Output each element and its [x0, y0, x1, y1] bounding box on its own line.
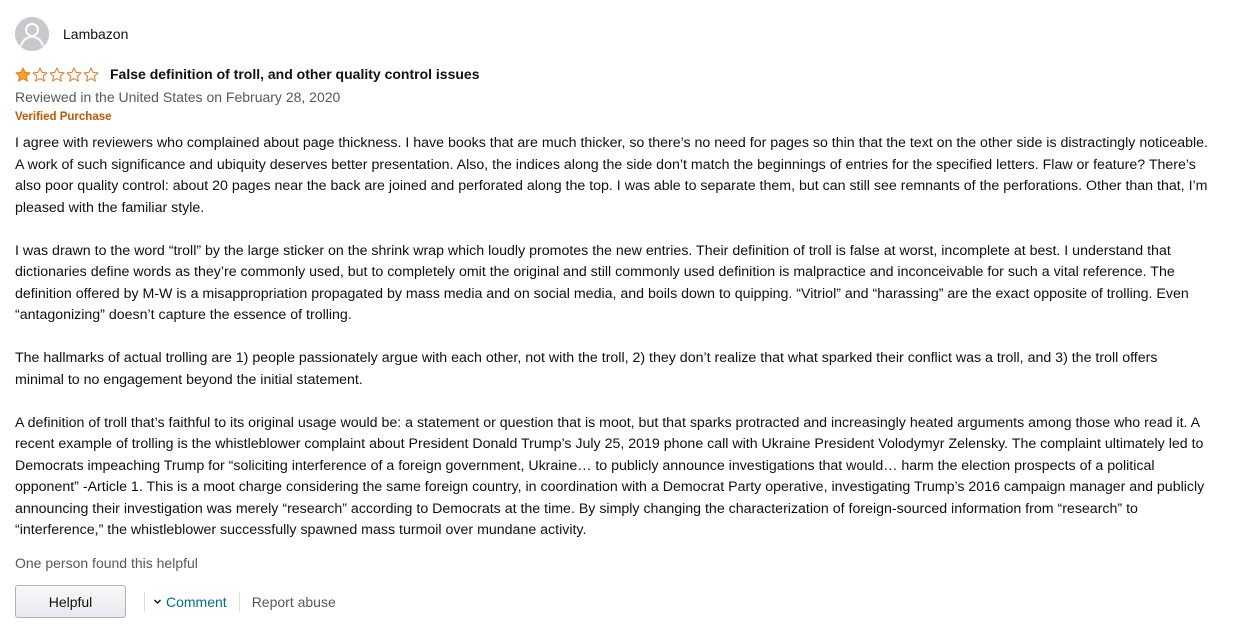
- report-abuse-link[interactable]: Report abuse: [251, 593, 336, 610]
- star-empty-icon: [83, 67, 99, 82]
- review-body: [15, 133, 1210, 542]
- action-divider: [144, 592, 145, 612]
- review-paragraph: I agree with reviewers who complained about page thickness. I have books that are much thicker, so there’s no need for pages so thin that the text on the other side is distractingly noticeable. A work of such significance and ubiquity deserves better presentation. Also, the indices along the side don’t match the beginnings of entries for the specified letters. Flaw or feature? There’s also poor quality control: about 20 pages near the back are joined and perforated along the top. I was able to separate them, but can still see remnants of the perforations. Other than that, I’m pleased with the familiar style.: [15, 135, 1208, 216]
- review-card: [15, 16, 1210, 620]
- review-paragraph: I was drawn to the word “troll” by the large sticker on the shrink wrap which loudly promotes the new entries. Their definition of troll is false at worst, incomplete at best. I understand that dictionaries define words as they’re commonly used, but to completely omit the original and still commonly used definition is malpractice and inconceivable for such a vital reference. The definition offered by M-W is a misappropriation propagated by mass media and on social media, and boils down to quipping. “Vitriol” and “harassing” are the exact opposite of trolling. Even “antagonizing” doesn’t capture the essence of trolling.: [15, 242, 1189, 323]
- verified-purchase-badge[interactable]: Verified Purchase: [15, 111, 112, 123]
- review-date: Reviewed in the United States on February 28, 2020: [15, 89, 341, 105]
- review-paragraph: A definition of troll that’s faithful to its original usage would be: a statement or question that is moot, but that sparks protracted and increasingly heated arguments among those who read it. A recent example of trolling is the whistleblower complaint about President Donald Trump’s July 25, 2019 phone call with Ukraine President Volodymyr Zelensky. The complaint ultimately led to Democrats impeaching Trump for “soliciting interference of a foreign government, Ukraine… to publicly announce investigations that would… harm the election prospects of a political opponent” -Article 1. This is a moot charge considering the same foreign country, in coordination with a Democrat Party operative, investigating Trump’s 2016 campaign manager and publicly announcing their investigation was merely “research” according to Democrats at the time. By simply changing the characterization of foreign-sourced information from “research” to “interference,” the whistleblower successfully spawned mass turmoil over mundane activity.: [15, 414, 1205, 538]
- comment-link[interactable]: [153, 594, 227, 610]
- helpful-button[interactable]: Helpful: [15, 585, 126, 618]
- helpful-count-text: One person found this helpful: [15, 554, 198, 571]
- chevron-down-icon: [153, 597, 162, 606]
- star-rating[interactable]: [15, 67, 99, 82]
- review-actions: [15, 584, 1210, 620]
- star-empty-icon: [49, 67, 65, 82]
- review-paragraph: The hallmarks of actual trolling are 1) people passionately argue with each other, not with the troll, 2) they don’t realize that what sparked their conflict was a troll, and 3) the troll offers minimal to no engagement beyond the initial statement.: [15, 350, 1158, 388]
- review-title-row: [15, 63, 1210, 85]
- star-empty-icon: [32, 67, 48, 82]
- reviewer-name[interactable]: Lambazon: [63, 26, 129, 42]
- star-empty-icon: [66, 67, 82, 82]
- review-title[interactable]: False definition of troll, and other quality control issues: [110, 66, 480, 82]
- action-divider: [239, 592, 240, 612]
- reviewer-profile[interactable]: [15, 16, 1210, 52]
- comment-label: Comment: [166, 593, 227, 610]
- star-filled-icon: [15, 67, 31, 82]
- default-user-avatar-icon[interactable]: [15, 17, 49, 51]
